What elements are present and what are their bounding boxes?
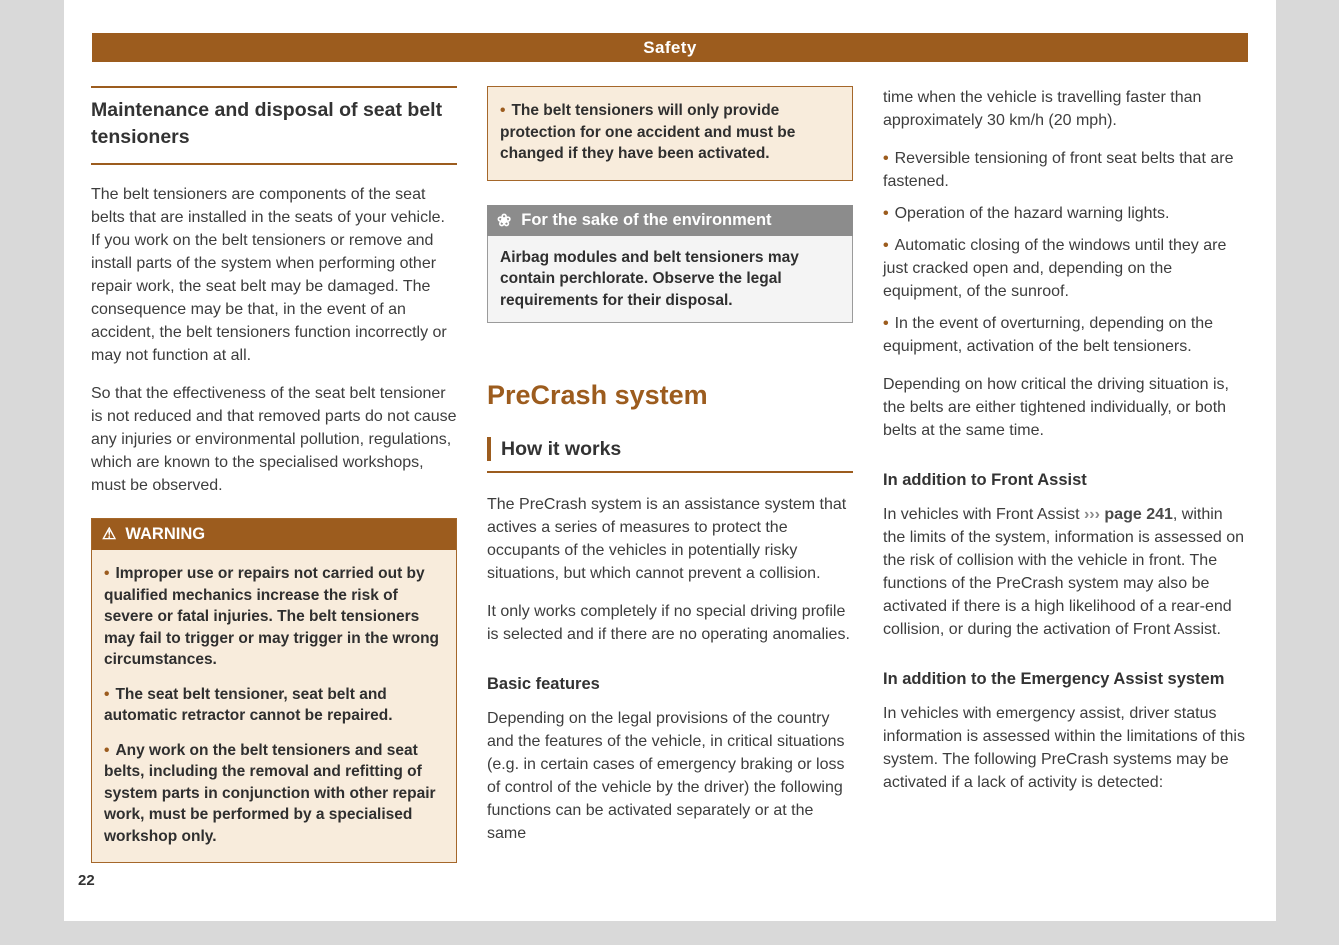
subsection-heading: How it works	[487, 437, 853, 461]
minor-heading-basic-features: Basic features	[487, 675, 600, 693]
paragraph: time when the vehicle is travelling faster than approximately 30 km/h (20 mph).	[883, 89, 1202, 129]
warning-bullet	[104, 563, 444, 671]
list-item-text: Operation of the hazard warning lights.	[894, 205, 1170, 222]
list-item-text: Reversible tensioning of front seat belts that are fastened.	[883, 150, 1234, 190]
warning-bullet-text: Any work on the belt tensioners and seat belts, including the removal and refitting of system parts in conjunction with other repair work, must be performed by a specialised workshop only.	[104, 741, 436, 845]
paragraph: It only works completely if no special driving profile is selected and if there are no operating anomalies.	[487, 603, 850, 643]
warning-bullet	[104, 740, 444, 848]
list-item-text: In the event of overturning, depending on the equipment, activation of the belt tensioners.	[883, 315, 1214, 355]
paragraph	[883, 503, 1249, 641]
environment-box-header	[487, 205, 853, 236]
warning-box	[91, 518, 457, 863]
paragraph: Depending on the legal provisions of the country and the features of the vehicle, in critical situations (e.g. in certain cases of emergency braking or loss of control of the vehicle by the driver) the following functions can be activated separately or at the same	[487, 710, 845, 842]
cross-reference-arrows: ›››	[1083, 506, 1100, 523]
list-item	[883, 312, 1249, 358]
list-item	[883, 147, 1249, 193]
warning-bullet-text: The seat belt tensioner, seat belt and automatic retractor cannot be repaired.	[104, 685, 393, 724]
warning-bullet	[104, 684, 444, 727]
chapter-header-bar	[92, 33, 1248, 62]
warning-box-title: WARNING	[125, 525, 206, 543]
warning-box-body	[92, 550, 456, 862]
minor-heading-emergency-assist: In addition to the Emergency Assist system	[883, 670, 1225, 688]
paragraph: So that the effectiveness of the seat belt tensioner is not reduced and that removed parts do not cause any injuries or environmental pollution, regulations, which are known to the specialised workshops, must be observed.	[91, 385, 457, 494]
column-2	[487, 86, 853, 863]
paragraph: In vehicles with emergency assist, driver status information is assessed within the limitations of this system. The following PreCrash systems may be activated if a lack of activity is detected:	[883, 705, 1245, 791]
section-heading-maintenance: Maintenance and disposal of seat belt tensioners	[91, 86, 457, 165]
bullet-dot: •	[104, 685, 110, 703]
bullet-dot: •	[104, 565, 110, 582]
section-title-precrash: PreCrash system	[487, 380, 708, 410]
environment-box-title: For the sake of the environment	[521, 210, 772, 229]
list-item-text: Automatic closing of the windows until they are just cracked open and, depending on the equipment, of the sunroof.	[883, 237, 1227, 300]
flower-icon: ❀	[497, 210, 512, 230]
subsection-how-it-works	[487, 437, 853, 473]
page-number: 22	[78, 872, 95, 889]
bullet-dot: •	[500, 102, 506, 119]
page-reference-link[interactable]: page 241	[1099, 506, 1173, 523]
bullet-dot: •	[883, 237, 889, 254]
feature-bullet-list	[883, 147, 1249, 358]
minor-heading-front-assist: In addition to Front Assist	[883, 471, 1087, 489]
bullet-dot: •	[883, 150, 889, 167]
warning-bullet	[500, 100, 840, 165]
paragraph-text: In vehicles with Front Assist	[883, 506, 1084, 523]
warning-continuation-box	[487, 86, 853, 181]
list-item	[883, 202, 1249, 225]
paragraph: The belt tensioners are components of the seat belts that are installed in the seats of your vehicle. If you work on the belt tensioners or remove and install parts of the system when performing other repair work, the seat belt may be damaged. The consequence may be that, in the event of an accident, the belt tensioners function incorrectly or may not function at all.	[91, 186, 447, 364]
environment-box	[487, 205, 853, 324]
warning-bullet-text: Improper use or repairs not carried out by qualified mechanics increase the risk of severe or fatal injuries. The belt tensioners may fail to trigger or may trigger in the wrong circumstances.	[104, 565, 440, 668]
list-item	[883, 234, 1249, 303]
warning-triangle-icon: ⚠	[102, 525, 117, 543]
paragraph: Depending on how critical the driving situation is, the belts are either tightened individually, or both belts at the same time.	[883, 376, 1229, 439]
document-page	[64, 0, 1276, 921]
column-1	[91, 86, 457, 863]
column-3	[883, 86, 1249, 863]
paragraph: The PreCrash system is an assistance system that actives a series of measures to protect the occupants of the vehicles in potentially risky situations, but which cannot prevent a collision.	[487, 496, 847, 582]
environment-box-body: Airbag modules and belt tensioners may contain perchlorate. Observe the legal requirements for their disposal.	[487, 236, 853, 324]
warning-bullet-text: The belt tensioners will only provide protection for one accident and must be changed if they have been activated.	[500, 102, 796, 162]
content-columns	[91, 86, 1249, 863]
paragraph-text: , within the limits of the system, information is assessed on the risk of collision with the vehicle in front. The functions of the PreCrash system may also be activated if there is a high likelihood of a rear-end collision, or during the activation of Front Assist.	[883, 506, 1245, 638]
chapter-title: Safety	[643, 37, 697, 57]
bullet-dot: •	[883, 205, 889, 222]
bullet-dot: •	[883, 315, 889, 332]
bullet-dot: •	[104, 741, 110, 759]
warning-box-header	[92, 519, 456, 550]
